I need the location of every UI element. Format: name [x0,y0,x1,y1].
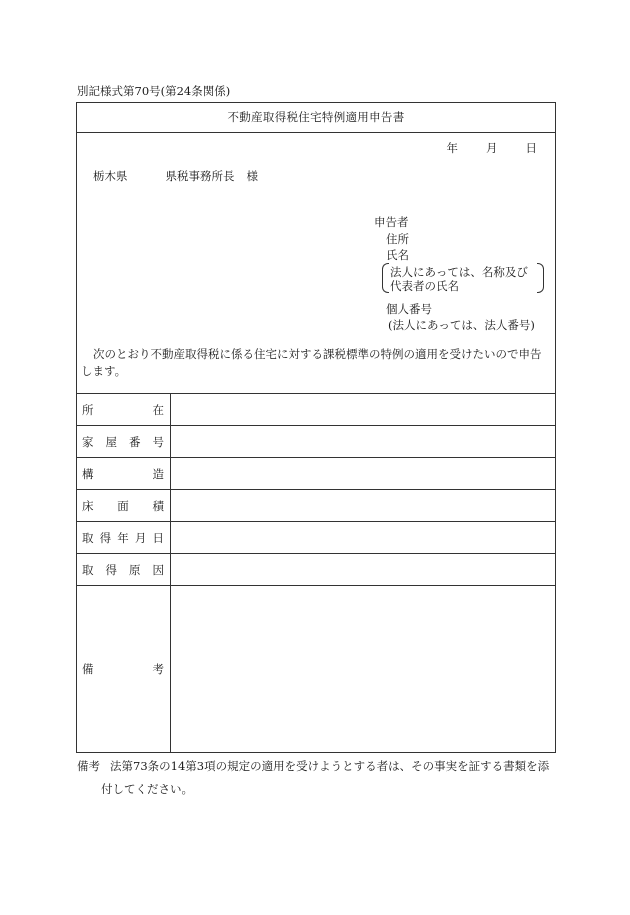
footnote-text-1: 法第73条の14第3項の規定の適用を受けようとする者は、その事実を証する書類を添 [110,759,550,773]
addressee [93,168,258,184]
label-char: 屋 [105,434,117,449]
label-char: 造 [152,466,164,481]
field-label-house-number [77,426,171,458]
label-char: 年 [117,530,129,545]
field-input-structure[interactable] [171,458,556,490]
addressee-honorific: 様 [246,169,258,183]
property-fields-table [76,393,556,753]
addressee-office: 県税事務所長 [165,169,235,183]
label-char: 積 [152,498,164,513]
declaration-statement: 次のとおり不動産取得税に係る住宅に対する課税標準の特例の適用を受けたいので申告します。 [81,347,542,378]
field-label-floor-area [77,490,171,522]
label-char: 床 [82,498,94,513]
date-line [447,140,538,156]
field-input-acquisition-date[interactable] [171,522,556,554]
title-box [76,102,556,132]
date-day: 日 [525,141,537,155]
field-row-floor-area [77,490,556,522]
footnote-label: 備考 [77,759,100,773]
individual-number-label: 個人番号 [386,302,432,316]
field-input-remarks[interactable] [171,586,556,753]
label-char: 所 [82,402,94,417]
label-char: 家 [82,434,94,449]
label-char: 取 [82,530,94,545]
field-row-house-number [77,426,556,458]
field-row-structure [77,458,556,490]
field-row-acquisition-date [77,522,556,554]
label-char: 在 [152,402,164,417]
field-input-floor-area[interactable] [171,490,556,522]
addressee-prefecture: 栃木県 [93,169,128,183]
corporate-number-note: (法人にあっては、法人番号) [388,318,535,332]
label-char: 構 [82,466,94,481]
field-row-remarks [77,586,556,753]
label-char: 因 [152,562,164,577]
applicant-address-label: 住所 [386,232,409,246]
label-char: 得 [105,562,117,577]
corp-note-line-2: 代表者の氏名 [390,279,459,293]
label-char: 得 [99,530,112,545]
field-label-acquisition-cause [77,554,171,586]
form-number: 別記様式第70号(第24条関係) [77,84,231,98]
corp-note-line-1: 法人にあっては、名称及び [390,265,528,279]
field-label-location [77,394,171,426]
field-input-location[interactable] [171,394,556,426]
date-year: 年 [446,141,458,155]
label-char: 考 [152,662,164,676]
left-bracket [382,263,389,293]
form-title: 不動産取得税住宅特例適用申告書 [227,110,405,124]
field-input-house-number[interactable] [171,426,556,458]
field-label-acquisition-date [77,522,171,554]
field-row-location [77,394,556,426]
field-input-acquisition-cause[interactable] [171,554,556,586]
applicant-name-label: 氏名 [386,248,409,262]
corporation-name-note [382,263,544,293]
label-char: 日 [152,530,164,545]
declaration-body [76,132,556,394]
applicant-label: 申告者 [374,215,409,229]
label-char: 原 [129,562,141,577]
footnote-line-2: 付してください。 [101,782,193,796]
field-row-acquisition-cause [77,554,556,586]
label-char: 備 [82,662,94,676]
label-char: 番 [129,434,141,449]
field-label-structure [77,458,171,490]
date-month: 月 [486,141,498,155]
label-char: 面 [117,498,129,513]
label-char: 月 [134,530,147,545]
right-bracket [537,263,544,293]
footnote-line-1 [77,758,549,774]
label-char: 号 [152,434,164,449]
label-char: 取 [82,562,94,577]
field-label-remarks [77,586,171,753]
